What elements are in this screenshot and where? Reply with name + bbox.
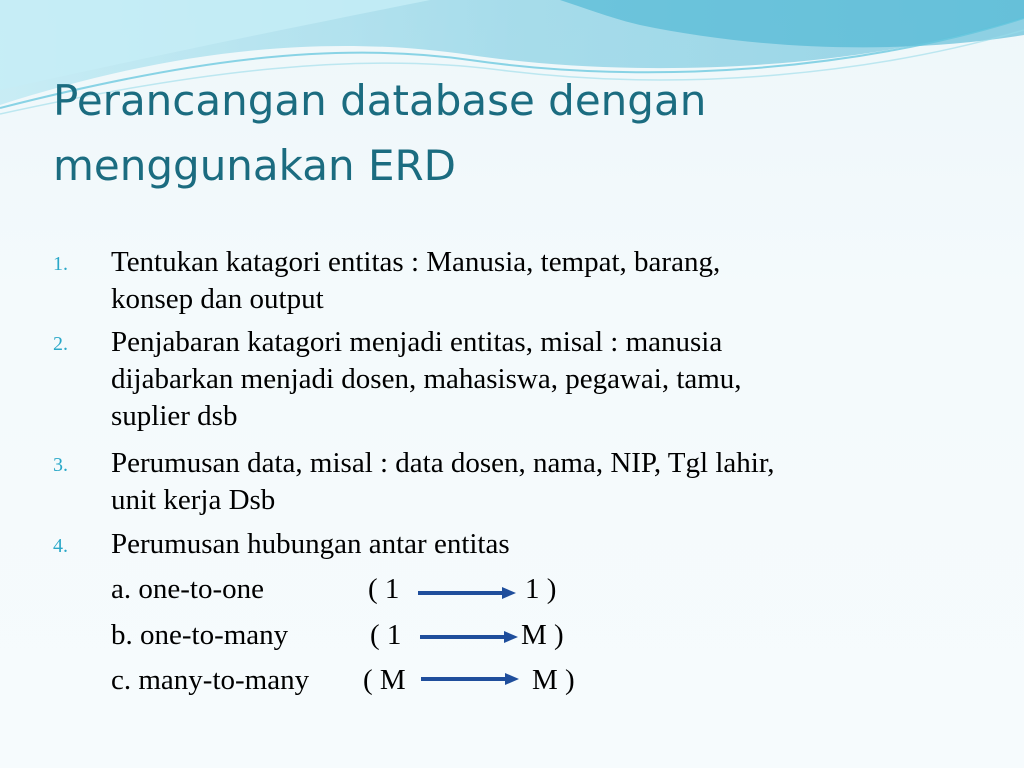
- arrow-right-icon: [416, 571, 518, 611]
- relation-left-cardinality: ( 1: [370, 619, 402, 651]
- relation-right-cardinality: M ): [532, 664, 575, 696]
- list-number-3: 3.: [53, 454, 68, 476]
- list-item-3: [111, 445, 971, 519]
- list-item-4-line-1: Perumusan hubungan antar entitas: [111, 528, 510, 560]
- relation-label: b. one-to-many: [111, 619, 289, 651]
- relation-left-cardinality: ( 1: [368, 573, 400, 605]
- list-number-2: 2.: [53, 333, 68, 355]
- relation-label: c. many-to-many: [111, 664, 310, 696]
- list-item-2-line-2: dijabarkan menjadi dosen, mahasiswa, pegawai, tamu,: [111, 363, 742, 395]
- list-item-2: [111, 324, 971, 435]
- list-item-3-line-1: Perumusan data, misal : data dosen, nama, NIP, Tgl lahir,: [111, 447, 775, 479]
- slide-title-line-1: Perancangan database dengan: [53, 76, 707, 125]
- list-item-2-line-3: suplier dsb: [111, 400, 238, 432]
- arrow-right-icon: [419, 662, 521, 702]
- arrow-right-icon: [418, 617, 520, 657]
- list-item-1-line-1: Tentukan katagori entitas : Manusia, tempat, barang,: [111, 246, 721, 278]
- relation-one-to-one: [111, 571, 811, 611]
- relation-many-to-many: [111, 662, 811, 702]
- list-item-3-line-2: unit kerja Dsb: [111, 484, 276, 516]
- relation-label: a. one-to-one: [111, 573, 264, 605]
- relation-one-to-many: [111, 617, 811, 657]
- relation-left-cardinality: ( M: [363, 664, 406, 696]
- slide-title-line-2: menggunakan ERD: [53, 141, 457, 190]
- relation-right-cardinality: M ): [521, 619, 564, 651]
- list-item-1: [111, 244, 971, 318]
- relation-right-cardinality: 1 ): [525, 573, 557, 605]
- list-item-2-line-1: Penjabaran katagori menjadi entitas, misal : manusia: [111, 326, 723, 358]
- list-number-1: 1.: [53, 253, 68, 275]
- list-item-4: [111, 526, 971, 563]
- list-item-1-line-2: konsep dan output: [111, 283, 324, 315]
- list-number-4: 4.: [53, 535, 68, 557]
